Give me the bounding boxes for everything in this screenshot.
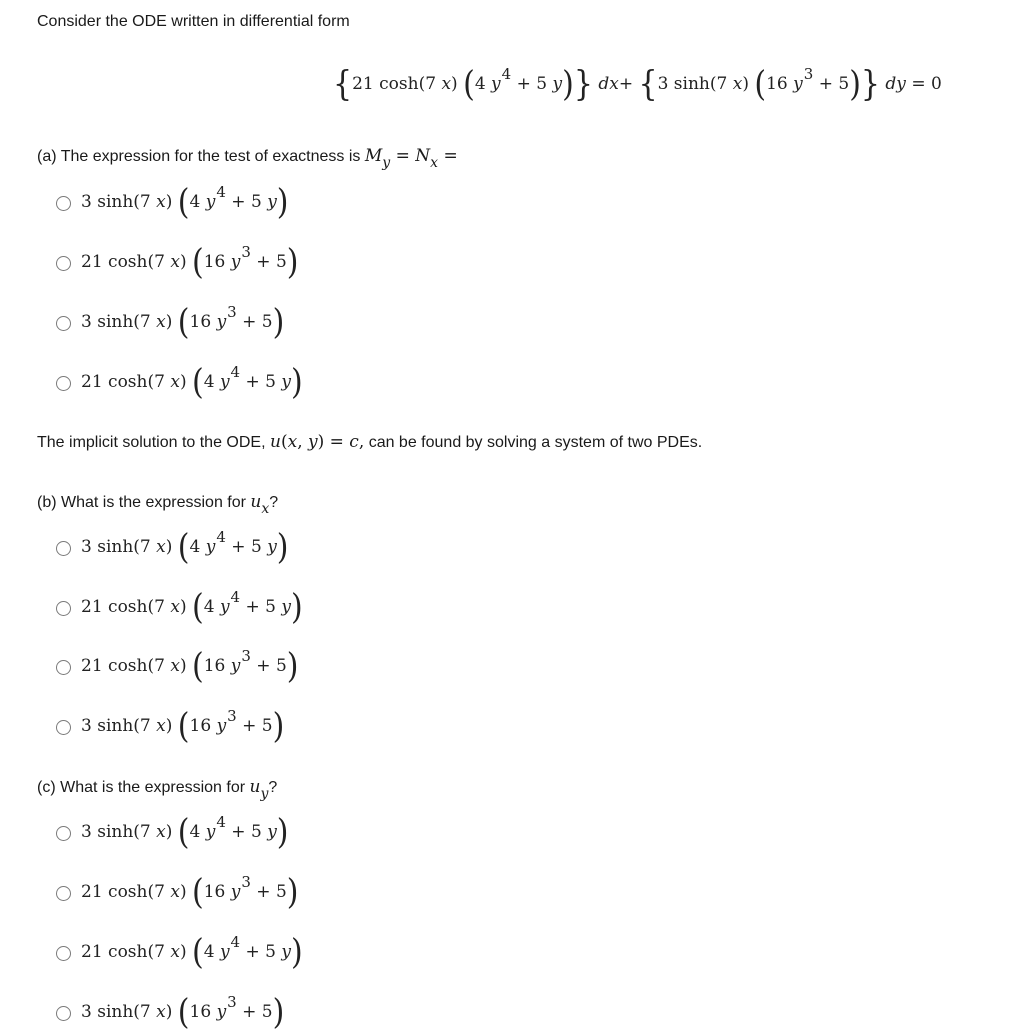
- part-a-option-1[interactable]: [56, 183, 289, 223]
- radio-button[interactable]: [56, 601, 71, 616]
- part-c-option-1[interactable]: [56, 813, 289, 853]
- radio-button[interactable]: [56, 1006, 71, 1021]
- option-expression: 21 cosh(7 x) (16 y3 + 5): [81, 872, 299, 913]
- part-c-option-2[interactable]: [56, 873, 299, 913]
- option-expression: 21 cosh(7 x) (16 y3 + 5): [81, 242, 299, 283]
- option-expression: 21 cosh(7 x) (4 y4 + 5 y): [81, 362, 303, 403]
- radio-button[interactable]: [56, 826, 71, 841]
- part-b-option-4[interactable]: [56, 707, 284, 747]
- radio-button[interactable]: [56, 316, 71, 331]
- part-c-prompt: (c) What is the expression for $u_y$?: [37, 777, 278, 802]
- radio-button[interactable]: [56, 886, 71, 901]
- part-c-option-3[interactable]: [56, 933, 303, 973]
- part-a-prompt: (a) The expression for the test of exactness is $M_y = N_x$ =: [37, 146, 458, 171]
- part-a-option-3[interactable]: [56, 303, 284, 343]
- part-c-option-4[interactable]: [56, 993, 284, 1033]
- part-b-prompt: (b) What is the expression for $u_x$?: [37, 492, 279, 517]
- radio-button[interactable]: [56, 720, 71, 735]
- radio-button[interactable]: [56, 946, 71, 961]
- option-expression: 3 sinh(7 x) (16 y3 + 5): [81, 302, 285, 343]
- part-a-option-4[interactable]: [56, 363, 303, 403]
- option-expression: 3 sinh(7 x) (4 y4 + 5 y): [81, 182, 289, 223]
- option-expression: 21 cosh(7 x) (4 y4 + 5 y): [81, 587, 303, 628]
- radio-button[interactable]: [56, 196, 71, 211]
- option-expression: 21 cosh(7 x) (4 y4 + 5 y): [81, 932, 303, 973]
- option-expression: 21 cosh(7 x) (16 y3 + 5): [81, 646, 299, 687]
- part-b-option-1[interactable]: [56, 528, 289, 568]
- part-b-option-3[interactable]: [56, 647, 299, 687]
- part-b-option-2[interactable]: [56, 588, 303, 628]
- radio-button[interactable]: [56, 376, 71, 391]
- ode-equation: {21 cosh(7 x) (4 y4 + 5 y)} dx+ {3 sinh(7 x) (16 y3 + 5)} dy = 0: [333, 64, 942, 105]
- radio-button[interactable]: [56, 256, 71, 271]
- radio-button[interactable]: [56, 541, 71, 556]
- implicit-solution-text: The implicit solution to the ODE, u(x, y) = c, can be found by solving a system of two PDEs.: [37, 432, 703, 452]
- intro-text: Consider the ODE written in differential form: [37, 13, 350, 30]
- option-expression: 3 sinh(7 x) (16 y3 + 5): [81, 992, 285, 1033]
- option-expression: 3 sinh(7 x) (4 y4 + 5 y): [81, 812, 289, 853]
- option-expression: 3 sinh(7 x) (4 y4 + 5 y): [81, 527, 289, 568]
- radio-button[interactable]: [56, 660, 71, 675]
- part-a-option-2[interactable]: [56, 243, 299, 283]
- option-expression: 3 sinh(7 x) (16 y3 + 5): [81, 706, 285, 747]
